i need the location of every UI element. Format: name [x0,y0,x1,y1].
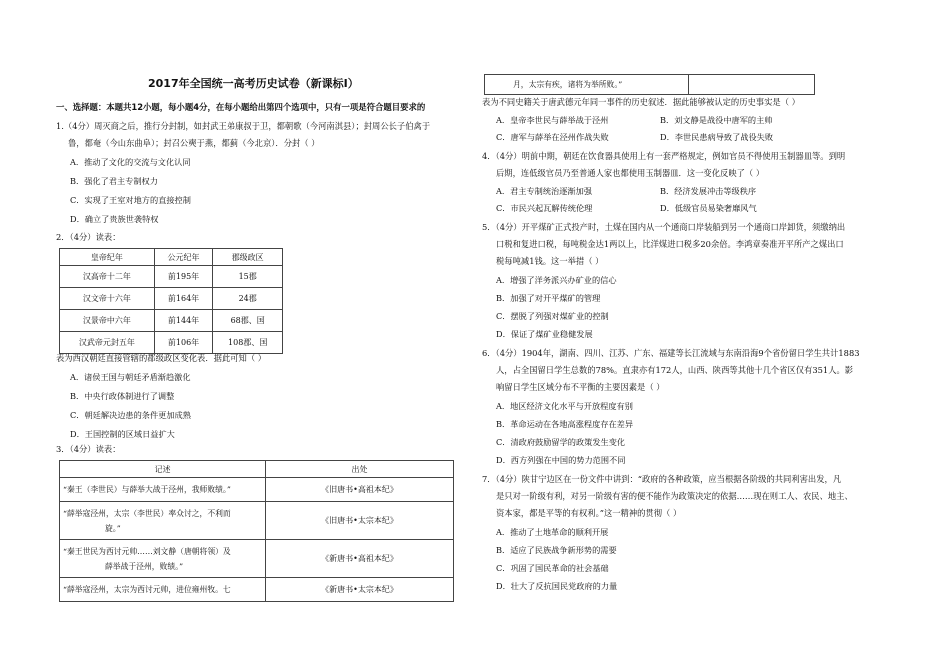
q2-header-region: 郡级政区 [213,249,283,266]
table-row [60,578,454,602]
q2-stem: 2．（4分）读表： [56,232,121,242]
q4-option-c[interactable]: C．市民兴起瓦解传统伦理 [496,203,593,213]
q4-stem-line2: 后期，连低级官员乃至普通人家也都使用玉制器皿．这一变化反映了（ ） [496,168,765,178]
q4-stem-line1: 4．（4分）明前中期，朝廷在饮食器具使用上有一套严格规定，例如官员不得使用玉制器皿等。到明 [482,151,846,161]
table-cell: 《新唐书•太宗本纪》 [266,578,454,602]
q7-stem-line1: 7．（4分）陕甘宁边区在一份文件中讲到：“政府的各种政策，应当根据各阶级的共同利害出发，凡 [482,474,842,484]
q2-option-a[interactable]: A．诸侯王国与朝廷矛盾渐趋激化 [70,372,191,382]
table-cell: 汉文帝十六年 [60,288,155,310]
table-row [60,310,283,332]
table-row [60,288,283,310]
q5-stem-line3: 税每吨减1钱。这一举措（ ） [496,256,604,266]
q4-option-b[interactable]: B．经济发展冲击等级秩序 [660,186,757,196]
q1-stem-line1: 1.（4分）周灭商之后，推行分封制，如封武王弟康叔于卫，都朝歌（今河南淇县）；封周公长子伯禽于 [56,121,431,131]
q7-stem-line2: 是只对一阶级有利，对另一阶级有害的便不能作为政策决定的依据……现在则工人、农民、地主、 [496,491,853,501]
q3-header-source: 出处 [266,461,454,478]
table-row [485,75,815,95]
q2-header-year: 公元纪年 [154,249,213,266]
section-heading: 一、选择题：本题共12小题，每小题4分，在每小题给出第四个选项中，只有一项是符合题目要求的 [56,102,426,112]
q6-option-a[interactable]: A．地区经济文化水平与开放程度有别 [496,401,633,411]
q1-option-d[interactable]: D．确立了贵族世袭特权 [70,214,159,224]
table-row [60,266,283,288]
table-cell: 前106年 [154,332,213,354]
q6-option-d[interactable]: D．西方列强在中国的势力范围不同 [496,455,626,465]
table-cell: “薛举寇泾州，太宗为西讨元帅，进位雍州牧。七 [60,578,266,602]
q5-stem-line2: 口税和复进口税，每吨税金达1两以上，比洋煤进口税多20余倍。李鸿章奏准开平所产之煤出口 [496,239,844,249]
table-cell: 15郡 [213,266,283,288]
table-cell: 《旧唐书•太宗本纪》 [266,502,454,540]
q6-stem-line2: 人，占全国留日学生总数的78%。直隶亦有172人，山西、陕西等其他十几个省区仅有351人。影 [496,365,854,375]
cell-line: 旋。” [105,523,121,533]
q6-option-b[interactable]: B．革命运动在各地高涨程度存在差异 [496,419,634,429]
q3-table [59,460,454,602]
q5-option-b[interactable]: B．加强了对开平煤矿的管理 [496,293,601,303]
q6-stem-line3: 响留日学生区域分布不平衡的主要因素是（ ） [496,382,665,392]
table-cell: 108郡、国 [213,332,283,354]
q1-option-b[interactable]: B．强化了君主专制权力 [70,176,158,186]
q7-stem-line3: 资本家，都是平等的有权利。”这一精神的贯彻（ ） [496,508,682,518]
cell-line: 薛举战于泾州，败绩。” [105,561,184,571]
q2-table [59,248,283,354]
q2-option-d[interactable]: D．王国控制的区域日益扩大 [70,429,175,439]
q2-option-b[interactable]: B．中央行政体制进行了调整 [70,391,175,401]
table-cell: 24郡 [213,288,283,310]
q5-option-a[interactable]: A．增强了洋务派兴办矿业的信心 [496,275,617,285]
q3-stem: 3．（4分）读表： [56,444,121,454]
table-cell [689,75,815,95]
table-cell: 前195年 [154,266,213,288]
q2-after: 表为西汉朝廷直接管辖的郡级政区变化表．据此可知（ ） [56,353,267,363]
q3-option-d[interactable]: D．李世民患病导致了战役失败 [660,132,774,142]
q1-option-c[interactable]: C．实现了王室对地方的直接控制 [70,195,191,205]
q5-stem-line1: 5．（4分）开平煤矿正式投产时，土煤在国内从一个通商口岸装船到另一个通商口岸卸货，须缴纳出 [482,222,846,232]
q3-option-c[interactable]: C．唐军与薛举在泾州作战失败 [496,132,609,142]
table-row [60,332,283,354]
table-row [60,502,454,540]
table-cell [60,502,266,540]
cell-line: “薛举寇泾州，太宗（李世民）率众讨之，不利而 [63,508,231,518]
table-cell: 汉武帝元封五年 [60,332,155,354]
q6-option-c[interactable]: C．清政府鼓励留学的政策发生变化 [496,437,626,447]
table-row [60,478,454,502]
q5-option-d[interactable]: D．保证了煤矿业稳健发展 [496,329,593,339]
q5-option-c[interactable]: C．摆脱了列强对煤矿业的控制 [496,311,609,321]
q2-option-c[interactable]: C．朝廷解决边患的条件更加成熟 [70,410,191,420]
table-row [60,540,454,578]
q1-stem-line2: 鲁，都奄（今山东曲阜）；封召公奭于燕，都蓟（今北京）．分封（ ） [68,138,320,148]
page-title: 2017年全国统一高考历史试卷（新课标Ⅰ） [148,77,359,90]
q7-option-b[interactable]: B．适应了民族战争新形势的需要 [496,545,617,555]
q3-after: 表为不同史籍关于唐武德元年同一事件的历史叙述．据此能够被认定的历史事实是（ ） [482,97,800,107]
q3-option-b[interactable]: B．刘文静是战役中唐军的主帅 [660,115,773,125]
table-cell: “秦王（李世民）与薛举大战于泾州，我师败绩。” [60,478,266,502]
table-cell [60,540,266,578]
q7-option-a[interactable]: A．推动了土地革命的顺利开展 [496,527,609,537]
q7-option-c[interactable]: C．巩固了国民革命的社会基础 [496,563,609,573]
q3-table-continued [484,74,815,95]
table-cell: 汉高帝十二年 [60,266,155,288]
table-cell: 《旧唐书•高祖本纪》 [266,478,454,502]
table-cell: 汉景帝中六年 [60,310,155,332]
q4-option-a[interactable]: A．君主专制统治逐渐加强 [496,186,592,196]
q7-option-d[interactable]: D．壮大了反抗国民党政府的力量 [496,581,618,591]
q3-option-a[interactable]: A．皇帝李世民与薛举战于泾州 [496,115,609,125]
q3-header-record: 记述 [60,461,266,478]
table-cell: 68郡、国 [213,310,283,332]
q1-option-a[interactable]: A．推动了文化的交流与文化认同 [70,157,191,167]
table-cell: 前144年 [154,310,213,332]
table-cell: 月，太宗有疾，诸将为举所败。” [485,75,689,95]
q6-stem-line1: 6．（4分）1904年，湖南、四川、江苏、广东、福建等长江流域与东南沿海9个省份留日学生共计1883 [482,348,860,358]
q4-option-d[interactable]: D．低级官员易染奢靡风气 [660,203,757,213]
table-cell: 《新唐书•高祖本纪》 [266,540,454,578]
q2-header-emperor: 皇帝纪年 [60,249,155,266]
cell-line: “秦王世民为西讨元帅……刘文静（唐朝将领）及 [63,546,231,556]
table-cell: 前164年 [154,288,213,310]
